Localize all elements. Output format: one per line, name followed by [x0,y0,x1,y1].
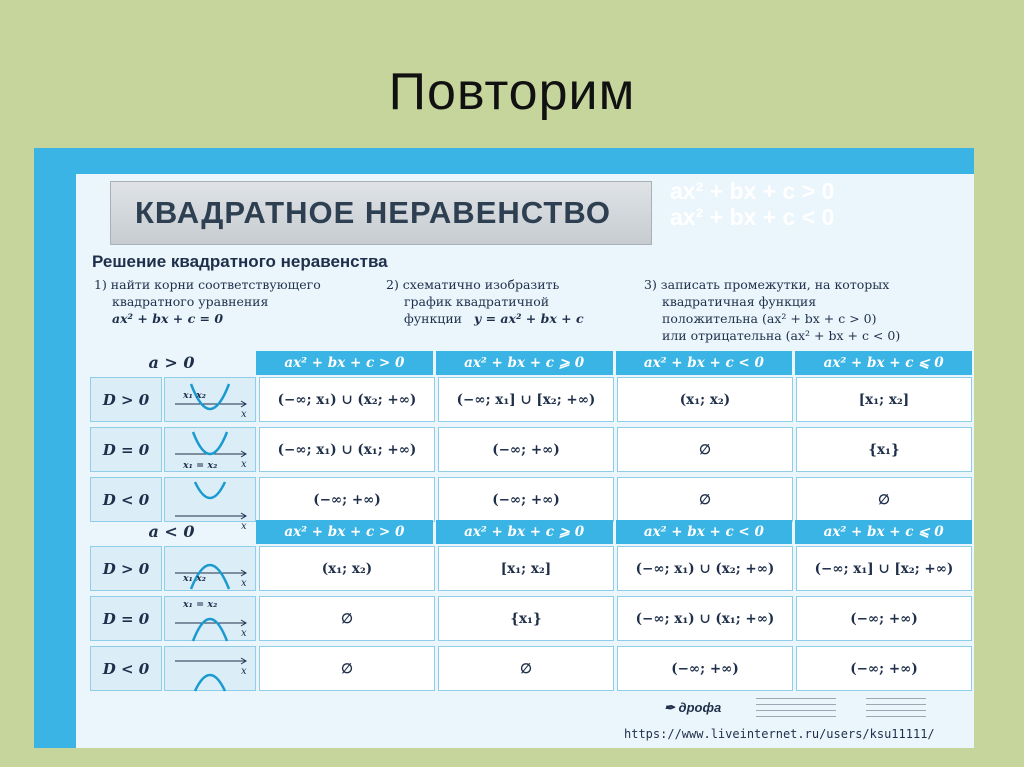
solution-cell: (−∞; +∞) [259,477,435,522]
parabola-icon [165,378,255,423]
parabola-sketch [164,546,256,591]
parabola-icon [165,478,255,532]
solution-cell: {x₁} [796,427,972,472]
parabola-sketch [164,377,256,422]
roots-label: x₁ x₂ [183,390,206,401]
parabola-icon [165,647,255,692]
step-line: график квадратичной [404,294,550,309]
formula-less: ax² + bx + c < 0 [670,204,835,230]
solution-cell: (−∞; x₁) ∪ (x₂; +∞) [617,546,793,591]
discriminant-label: D > 0 [90,377,162,422]
solution-cell: (−∞; x₁] ∪ [x₂; +∞) [438,377,614,422]
roots-label: x₁ = x₂ [183,460,218,471]
axis-label: x [241,578,247,589]
solution-cell: (−∞; +∞) [438,427,614,472]
axis-label: x [241,521,247,532]
step-line: или отрицательна (ax² + bx + c < 0) [662,328,901,343]
solution-cell: (−∞; +∞) [796,596,972,641]
parabola-icon [165,597,255,642]
formula-box [654,178,974,248]
solution-cell: (−∞; +∞) [617,646,793,691]
step-line: квадратичная функция [662,294,817,309]
step-formula: y = ax² + bx + c [473,311,584,326]
fine-print [756,698,836,720]
parabola-sketch [164,646,256,691]
section-header [90,351,972,375]
discriminant-label: D < 0 [90,477,162,522]
parabola-sketch [164,596,256,641]
solution-cell: (−∞; x₁) ∪ (x₁; +∞) [617,596,793,641]
poster [34,148,974,748]
solution-cell: (x₁; x₂) [259,546,435,591]
column-header: ax² + bx + c ⩾ 0 [436,351,613,375]
solution-cell: (−∞; +∞) [438,477,614,522]
solution-cell: ∅ [617,427,793,472]
table-row [90,546,972,591]
solution-cell: ∅ [796,477,972,522]
method-title: Решение квадратного неравенства [92,252,388,271]
parabola-icon [165,428,255,473]
solution-cell: (−∞; x₁) ∪ (x₂; +∞) [259,377,435,422]
table-row [90,596,972,641]
step-3 [644,276,900,344]
parabola-curve [195,482,225,498]
step-formula: ax² + bx + c = 0 [112,311,224,326]
publisher-logo: ✒ дрофа [664,700,722,715]
solution-cell: {x₁} [438,596,614,641]
step-1 [94,276,321,327]
column-header: ax² + bx + c > 0 [256,351,433,375]
parabola-curve [193,432,227,454]
step-2 [386,276,584,327]
solution-cell: [x₁; x₂] [796,377,972,422]
section-sign-label: a > 0 [148,353,195,372]
slide-title: Повторим [388,63,636,121]
solution-cell: (−∞; x₁] ∪ [x₂; +∞) [796,546,972,591]
publisher-logo-icon: ✒ [664,700,675,715]
column-header: ax² + bx + c ⩾ 0 [436,520,613,544]
roots-label: x₁ x₂ [183,573,206,584]
solution-cell: (x₁; x₂) [617,377,793,422]
step-line: квадратного уравнения [112,294,269,309]
column-header: ax² + bx + c > 0 [256,520,433,544]
parabola-sketch [164,477,256,532]
parabola-curve [193,619,227,641]
solution-cell: (−∞; +∞) [796,646,972,691]
parabola-curve [195,675,225,691]
banner-title: КВАДРАТНОЕ НЕРАВЕНСТВО [135,195,612,230]
solution-cell: (−∞; x₁) ∪ (x₁; +∞) [259,427,435,472]
column-header: ax² + bx + c ⩽ 0 [795,520,972,544]
step-line: положительна (ax² + bx + c > 0) [662,311,877,326]
watermark-url: https://www.liveinternet.ru/users/ksu11111/ [620,727,939,741]
discriminant-label: D = 0 [90,596,162,641]
table-row [90,427,972,472]
solution-cell: ∅ [259,646,435,691]
column-header: ax² + bx + c < 0 [616,520,793,544]
discriminant-label: D = 0 [90,427,162,472]
column-header: ax² + bx + c ⩽ 0 [795,351,972,375]
formula-greater: ax² + bx + c > 0 [670,178,835,204]
parabola-icon [165,547,255,592]
axis-label: x [241,459,247,470]
solution-cell: ∅ [617,477,793,522]
step-line: функции [404,311,462,326]
axis-label: x [241,409,247,420]
discriminant-label: D > 0 [90,546,162,591]
roots-label: x₁ = x₂ [183,599,218,610]
table-row [90,377,972,422]
parabola-sketch [164,427,256,472]
step-line: 3) записать промежутки, на которых [644,277,890,292]
solution-cell: ∅ [259,596,435,641]
axis-label: x [241,666,247,677]
column-header: ax² + bx + c < 0 [616,351,793,375]
section-header [90,520,972,544]
discriminant-label: D < 0 [90,646,162,691]
step-line: 2) схематично изобразить [386,277,560,292]
banner [110,181,652,245]
step-line: 1) найти корни соответствующего [94,277,321,292]
table-row [90,646,972,691]
axis-label: x [241,628,247,639]
solution-cell: [x₁; x₂] [438,546,614,591]
solution-cell: ∅ [438,646,614,691]
section-sign-label: a < 0 [148,522,195,541]
fine-print [866,698,926,720]
